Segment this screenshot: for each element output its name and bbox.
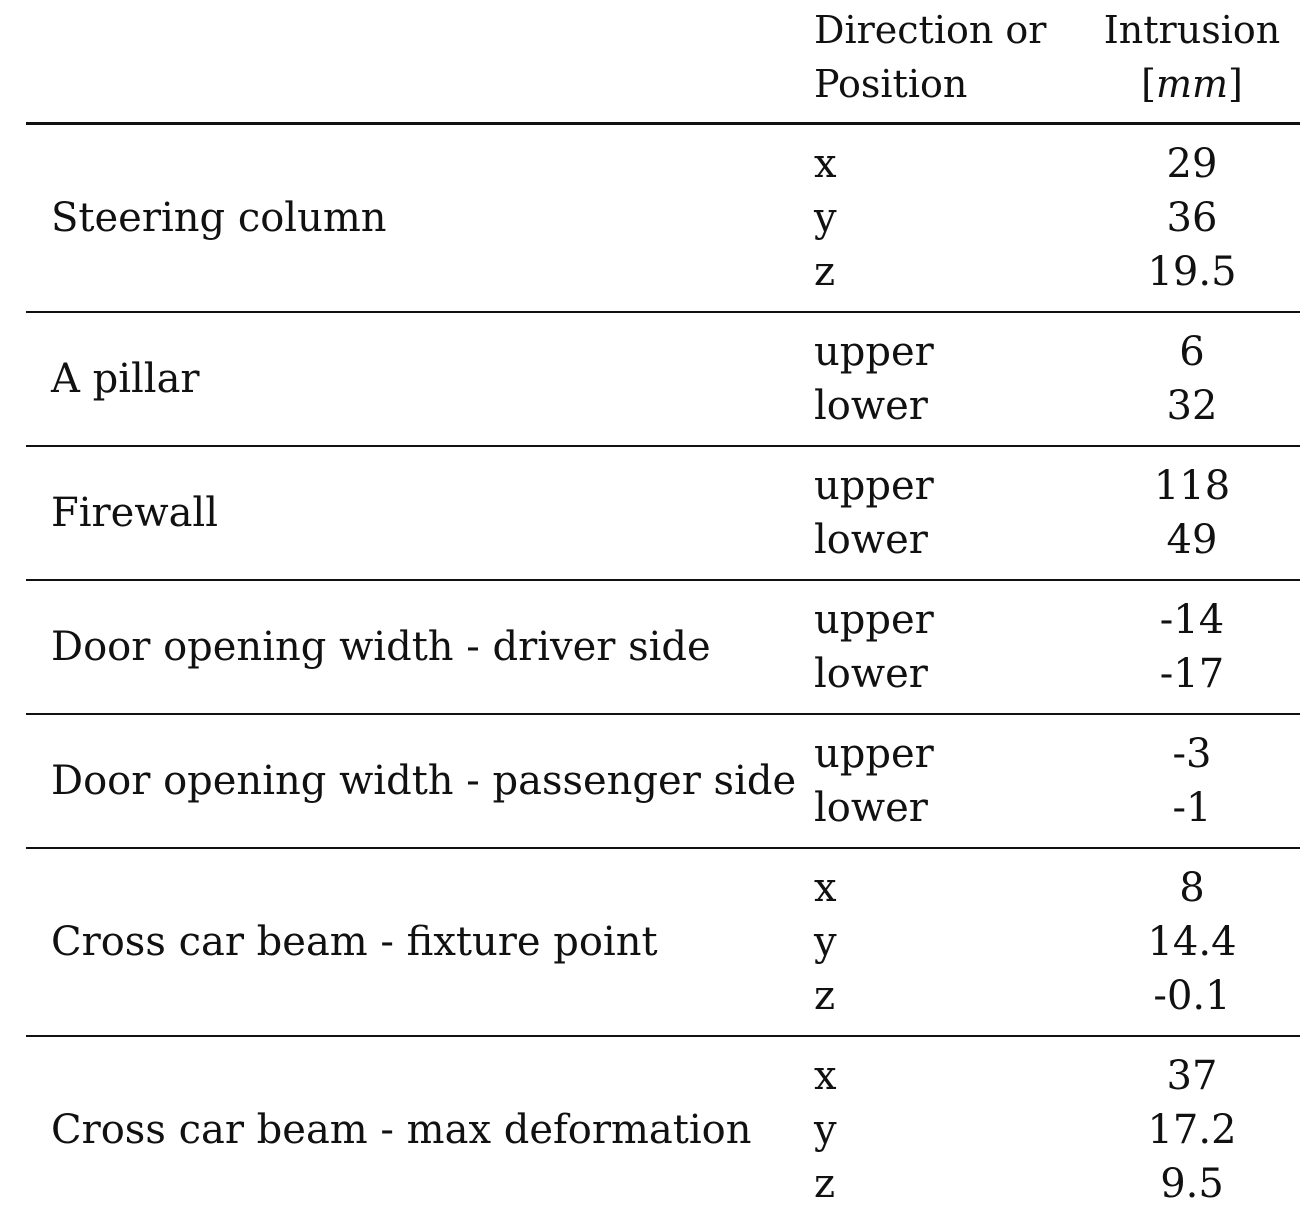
direction-cell: x [814, 865, 837, 911]
direction-cell: upper [814, 329, 934, 375]
direction-cell: lower [814, 383, 928, 429]
direction-cell: lower [814, 651, 928, 697]
table-row [814, 1103, 1300, 1157]
direction-cell: x [814, 1053, 837, 1099]
table-row [814, 137, 1300, 191]
table-row [814, 1049, 1300, 1103]
table-row [814, 459, 1300, 513]
header-intrusion [1086, 3, 1298, 111]
intrusion-cell: -3 [1172, 731, 1212, 777]
table-row [814, 191, 1300, 245]
unit-bracket-open: [ [1141, 62, 1156, 106]
group-rows [814, 125, 1300, 311]
intrusion-cell: 37 [1166, 1053, 1218, 1099]
table-row [814, 647, 1300, 701]
direction-cell: z [814, 1161, 836, 1207]
group-rows [814, 715, 1300, 847]
table-group [26, 125, 1300, 311]
intrusion-cell: 32 [1166, 383, 1218, 429]
unit-bracket-close: ] [1228, 62, 1243, 106]
table-row [814, 781, 1300, 835]
direction-cell: upper [814, 731, 934, 777]
intrusion-cell: 8 [1179, 865, 1205, 911]
group-rows [814, 849, 1300, 1035]
table-group [26, 715, 1300, 847]
component-label: Door opening width - passenger side [51, 758, 797, 804]
header-direction-line2: Position [814, 62, 968, 106]
direction-cell: z [814, 973, 836, 1019]
intrusion-cell: 6 [1179, 329, 1205, 375]
component-label: Door opening width - driver side [51, 624, 711, 670]
intrusion-cell: 36 [1166, 195, 1218, 241]
direction-cell: lower [814, 517, 928, 563]
table-group [26, 1037, 1300, 1223]
intrusion-cell: 19.5 [1147, 249, 1237, 295]
table-row [814, 593, 1300, 647]
table-row [814, 727, 1300, 781]
intrusion-cell: -17 [1159, 651, 1225, 697]
intrusion-cell: -1 [1172, 785, 1212, 831]
table-group [26, 581, 1300, 713]
component-label: Firewall [51, 490, 219, 536]
group-rows [814, 1037, 1300, 1223]
table-row [814, 861, 1300, 915]
intrusion-cell: 29 [1166, 141, 1218, 187]
intrusion-cell: -14 [1159, 597, 1225, 643]
table-row [814, 379, 1300, 433]
unit-text: mm [1155, 62, 1229, 106]
component-label: Steering column [51, 195, 387, 241]
table-row [814, 325, 1300, 379]
component-label: A pillar [51, 356, 200, 402]
table-group [26, 313, 1300, 445]
direction-cell: y [814, 195, 837, 241]
component-label: Cross car beam - max deformation [51, 1107, 752, 1153]
table-header [26, 0, 1300, 122]
intrusion-table [26, 0, 1300, 1223]
component-label: Cross car beam - fixture point [51, 919, 658, 965]
intrusion-cell: 118 [1153, 463, 1231, 509]
table-row [814, 513, 1300, 567]
intrusion-cell: 49 [1166, 517, 1218, 563]
header-direction-line1: Direction or [814, 8, 1047, 52]
header-intrusion-unit-line [1086, 57, 1298, 111]
intrusion-cell: 14.4 [1147, 919, 1237, 965]
intrusion-cell: 17.2 [1147, 1107, 1237, 1153]
table-group [26, 447, 1300, 579]
direction-cell: y [814, 919, 837, 965]
header-direction [814, 3, 1046, 111]
direction-cell: y [814, 1107, 837, 1153]
group-rows [814, 313, 1300, 445]
direction-cell: upper [814, 463, 934, 509]
group-rows [814, 581, 1300, 713]
intrusion-cell: -0.1 [1153, 973, 1231, 1019]
intrusion-cell: 9.5 [1160, 1161, 1224, 1207]
direction-cell: lower [814, 785, 928, 831]
direction-cell: x [814, 141, 837, 187]
table-row [814, 969, 1300, 1023]
group-rows [814, 447, 1300, 579]
table-row [814, 915, 1300, 969]
direction-cell: upper [814, 597, 934, 643]
table-row [814, 245, 1300, 299]
direction-cell: z [814, 249, 836, 295]
table-group [26, 849, 1300, 1035]
header-intrusion-line1: Intrusion [1103, 8, 1281, 52]
